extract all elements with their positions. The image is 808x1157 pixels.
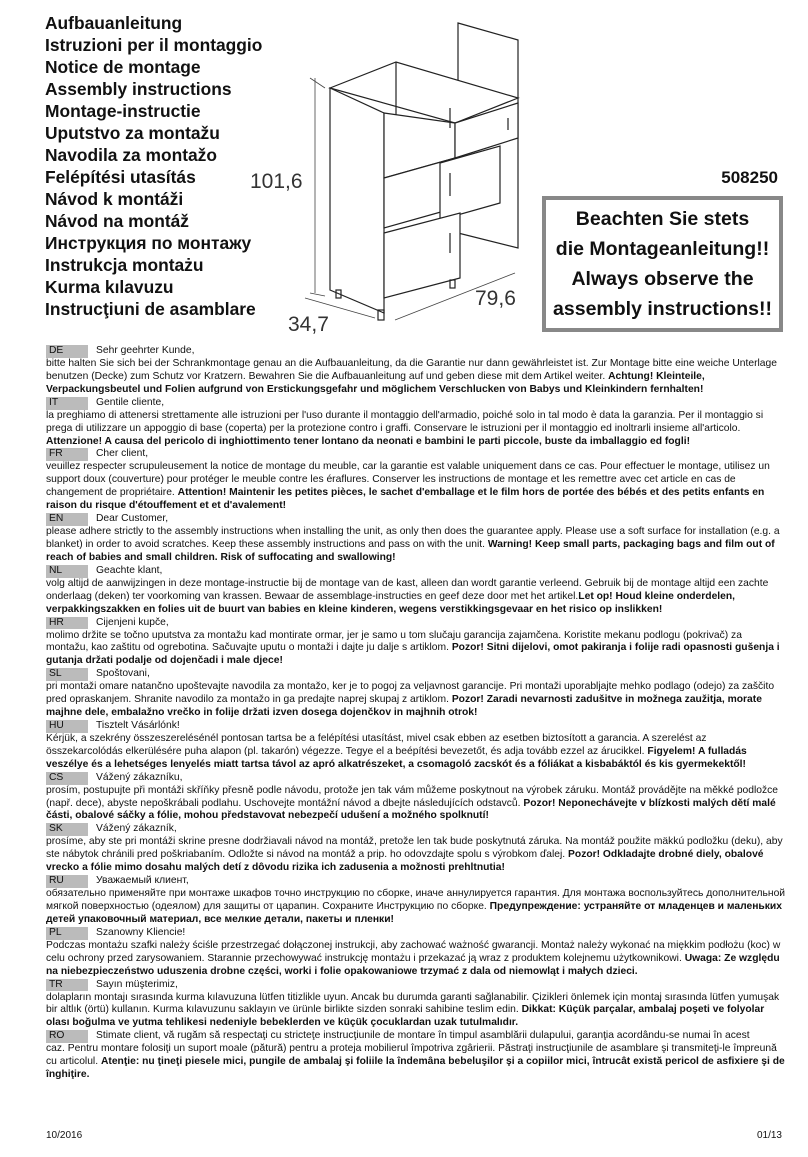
language-code: HU	[46, 720, 88, 733]
warning-text: Dikkat: Küçük parçalar, ambalaj poşeti ve folyolar olası boğulma ve yutma tehlikesi nedeniyle bebeklerden ve küçük çocuklardan uzak tutulmalıdır.	[46, 1004, 765, 1029]
instruction-text: обязательно применяйте при монтаже шкафов точно инструкцию по сборке, иначе аннулируется гарантия. Для монтажа воспользуйтесь дополнительной мягкой поверхностью (одеялом) для защиты от царапин. Сохраните Инструкцию по сборке.	[46, 888, 786, 912]
title-tr: Kurma kılavuzu	[45, 277, 174, 297]
section-ro	[46, 1030, 786, 1082]
language-code: TR	[46, 979, 88, 992]
title-sl: Navodila za montažo	[45, 145, 218, 165]
section-nl	[46, 565, 786, 617]
greeting: Spoštovani,	[96, 668, 150, 680]
warning-text: Attenzione! A causa del pericolo di inghiottimento tener lontano da neonati e bambini le parti piccole, buste da imballaggio ed fogli!	[46, 435, 690, 447]
instruction-text: caz. Pentru montare folosiţi un suport moale (pătură) pentru a proteja mobilierul împotriva zgârierii. Păstraţi instrucţiunile de asamblare şi transmiteţi-le împreună cu articolul.	[46, 1043, 777, 1068]
instruction-text: Kérjük, a szekrény összeszerelésénél pontosan tartsa be a felépítési utasítást, mivel csak ebben az esetben biztosított a garancia. A szerelést az összekarcolódás elkerülésére puha alapon (pl. takarón) végezze. Tegye el a beépítési bevezetőt, és adja tovább ezzel az árucikkel.	[46, 732, 707, 757]
warning-text: Atenţie: nu ţineţi piesele mici, pungile de ambalaj şi foliile la îndemâna bebeluşilor şi a copiilor mici, întrucât există pericol de asfixiere şi de înghiţire.	[46, 1056, 785, 1081]
section-en	[46, 513, 786, 565]
language-code: FR	[46, 448, 88, 461]
instruction-text: please adhere strictly to the assembly instructions when installing the unit, as only then does the guarantee apply. Please use a soft surface for installation (e.g. a blanket) in order to avoid scratches. Keep these assembly instructions and pass on with the unit.	[46, 526, 780, 550]
section-pl	[46, 927, 786, 979]
warning-text: Pozor! Odkladajte drobné diely, obalové vrecko a fólie mimo dosahu malých detí z dôvodu rizika ich zadusenia a možnosti prehltnutia!	[46, 849, 764, 874]
warning-text: Figyelem! A fulladás veszélye és a lehetséges lenyelés miatt tartsa távol az apró alkatrészeket, a csomagoló zacskót és a fóliákat a kisbabáktól és kis gyermekektől!	[46, 745, 747, 770]
instruction-text: veuillez respecter scrupuleusement la notice de montage du meuble, car la garantie est valable uniquement dans ce cas. Pour effectuer le montage, utilisez un support doux (couverture) pour protéger le meuble contre les éraflures. Conserver les instructions de montage et les remettre avec cet article en cas de changement de propriétaire.	[46, 461, 770, 499]
language-code: SL	[46, 668, 88, 681]
language-code: NL	[46, 565, 88, 578]
language-code: IT	[46, 397, 88, 410]
greeting: Cher client,	[96, 448, 149, 460]
section-de	[46, 345, 786, 397]
warning-text: Warning! Keep small parts, packaging bags and film out of reach of babies and small children. Risk of suffocating and swallowing!	[46, 538, 775, 563]
language-code: SK	[46, 823, 88, 836]
furniture-drawing	[300, 18, 540, 328]
warning-text: Achtung! Kleinteile, Verpackungsbeutel und Folien aufgrund von Erstickungsgefahr und möglichem Verschlucken von Babys und Kleinkindern fernhalten!	[46, 370, 705, 395]
instruction-text: molimo držite se točno uputstva za montažu kad montirate ormar, jer je samo u tom slučaju garancija zajamčena. Koristite mekanu podlogu (pokrivač) za montažu, kao zaštitu od ogrebotina. Sačuvajte uputu o montaži i dajte ju dalje s artiklom.	[46, 629, 742, 654]
section-hu	[46, 720, 786, 772]
dimension-width: 79,6	[475, 287, 516, 310]
article-number: 508250	[721, 168, 778, 187]
language-code: DE	[46, 345, 88, 358]
safety-instructions	[46, 345, 786, 1082]
title-hr: Uputstvo za montažu	[45, 123, 220, 143]
greeting: Gentile cliente,	[96, 396, 165, 408]
warning-text: Pozor! Zaradi nevarnosti zadušitve in možnega zaužitja, morate majhne dele, embalažno vrečko in folije držati izven dosega dojenčkov in majhnih otrok!	[46, 694, 762, 719]
section-hr	[46, 617, 786, 669]
language-code: CS	[46, 772, 88, 785]
language-code: RU	[46, 875, 88, 888]
section-cs	[46, 772, 786, 824]
title-ro: Instrucţiuni de asamblare	[45, 299, 256, 319]
title-ru: Инструкция по монтажу	[45, 233, 252, 253]
warning-text: Pozor! Sitni dijelovi, omot pakiranja i folije radi opasnosti gušenja i gutanja držati podalje od dojenčadi i male djece!	[46, 642, 780, 667]
warning-text: Let op! Houd kleine onderdelen, verpakkingszakken en folies uit de buurt van babies en kleine kinderen, wegens verstikkingsgevaar en het risico op inslikken!	[46, 590, 736, 615]
notice-line: Always observe the	[571, 268, 754, 290]
instruction-text: pri montaži omare natančno upoštevajte navodila za montažo, ker je to pogoj za veljavnost garancije. Pri montaži uporabljajte mehko podlago (odejo) za zaščito pred opraskanjem. Shranite navodilo za montažo in ga predajte naprej skupaj z artiklom.	[46, 681, 775, 706]
instruction-text: volg altijd de aanwijzingen in deze montage-instructie bij de montage van de kast, alleen dan wordt garantie verleend. Gebruik bij de montage altijd een zachte onderlaag (deken) ter voorkoming van krassen. Bewaar de assemblage-instructies en geef deze door met het artikel.	[46, 577, 769, 602]
greeting: Vážený zákazník,	[96, 823, 177, 835]
warning-text: Attention! Maintenir les petites pièces, le sachet d'emballage et le film hors de portée des bébés et des petits enfants en raison du risque d'étouffement et et d'avalement!	[46, 487, 765, 512]
instruction-text: dolapların montajı sırasında kurma kılavuzuna lütfen titizlikle uyun. Ancak bu durumda garanti sağlanabilir. Çizikleri önlemek için montaj sırasında lütfen yumuşak bir altlık (örtü) kullanın. Kurma kılavuzunu saklayın ve ürünle birlikte sizden sonraki sahibine teslim edin.	[46, 991, 780, 1016]
greeting: Stimate client, vă rugăm să respectaţi cu stricteţe instrucţiunile de montare în timpul asamblării dulapului, garanţia acordându-se numai în acest	[96, 1030, 750, 1042]
title-sk: Návod na montáž	[45, 211, 189, 231]
notice-line: die Montageanleitung!!	[555, 238, 770, 260]
language-code: HR	[46, 617, 88, 630]
footer-page-number: 01/13	[756, 1130, 782, 1141]
dimension-height: 101,6	[250, 170, 303, 193]
title-it: Istruzioni per il montaggio	[45, 35, 263, 55]
notice-box	[542, 196, 783, 332]
section-it	[46, 397, 786, 449]
instruction-text: prosíme, aby ste pri montáži skrine presne dodržiavali návod na montáž, pretože len tak bude poskytnutá záruka. Na montáž použite mäkkú podložku (deku), aby ste nábytok chránili pred poškriabaním. Odložte si návod na montáž a prip. ho odovzdajte spolu s výrobkom ďalej.	[46, 836, 783, 861]
greeting: Vážený zákazníku,	[96, 771, 183, 783]
language-code: RO	[46, 1030, 88, 1043]
title-de: Aufbauanleitung	[45, 13, 183, 33]
section-fr	[46, 448, 786, 513]
instruction-text: bitte halten Sie sich bei der Schrankmontage genau an die Aufbauanleitung, da die Garantie nur dann gewährleistet ist. Zur Montage bitte eine weiche Unterlage benutzen (Decke) zum Schutz vor Kratzern. Bewahren Sie die Aufbauanleitung auf und geben diese mit dem Artikel weiter.	[46, 358, 777, 382]
greeting: Szanowny Kliencie!	[96, 926, 186, 938]
instruction-text: Podczas montażu szafki należy ściśle przestrzegać dołączonej instrukcji, aby zachować ważność gwarancji. Montaż należy wykonać na miękkim podłożu (koc) w celu ochrony przed zarysowaniem. Starannie przechowywać instrukcję montażu i przekazać ją wraz z produktem kolejnemu użytkownikowi.	[46, 939, 781, 964]
title-pl: Instrukcja montażu	[45, 255, 204, 275]
title-fr: Notice de montage	[45, 57, 201, 77]
warning-text: Предупреждение: устраняйте от младенцев и маленьких детей упаковочный материал, все мелкие детали, пакеты и пленки!	[46, 901, 782, 925]
title-hu: Felépítési utasítás	[45, 167, 196, 187]
instruction-text: la preghiamo di attenersi strettamente alle istruzioni per l'uso durante il montaggio dell'armadio, poiché solo in tal modo è data la garanzia. Per il montaggio si prega di utilizzare un appoggio di base (coperta) per la protezione contro i graffi. Conservare le istruzioni per il montaggio ed inoltrarli insieme all'articolo.	[46, 409, 764, 434]
greeting: Dear Customer,	[96, 513, 169, 525]
notice-line: Beachten Sie stets	[575, 208, 750, 230]
warning-text: Uwaga: Ze względu na niebezpieczeństwo uduszenia drobne części, worki i folie opakowaniowe trzymać z dala od niemowląt i małych dzieci.	[46, 952, 780, 977]
warning-text: Pozor! Neponechávejte v blízkosti malých dětí malé části, obalové sáčky a fólie, mohou představovat nebezpečí udušení a možného spolknutí!	[46, 797, 776, 822]
notice-line: assembly instructions!!	[553, 298, 772, 320]
title-nl: Montage-instructie	[45, 101, 201, 121]
greeting: Cijenjeni kupče,	[96, 616, 169, 628]
instruction-text: prosím, postupujte při montáži skříňky přesně podle návodu, protože jen tak vám můžeme poskytnout na výrobek záruku. Montáž provádějte na měkké podložce (např. dece), abyste nepoškrábali podlahu. Uschovejte montážní návod a dbejte následujících odstavců.	[46, 784, 779, 809]
language-code: EN	[46, 513, 88, 526]
greeting: Tisztelt Vásárlónk!	[96, 719, 180, 731]
greeting: Sayın müşterimiz,	[96, 978, 178, 990]
greeting: Уважаемый клиент,	[96, 875, 189, 887]
section-sk	[46, 823, 786, 875]
footer-date: 10/2016	[46, 1130, 83, 1141]
greeting: Sehr geehrter Kunde,	[96, 345, 195, 357]
section-sl	[46, 668, 786, 720]
section-ru	[46, 875, 786, 927]
title-cs: Návod k montáži	[45, 189, 184, 209]
dimension-depth: 34,7	[288, 313, 329, 336]
greeting: Geachte klant,	[96, 564, 163, 576]
section-tr	[46, 979, 786, 1031]
language-code: PL	[46, 927, 88, 940]
title-en: Assembly instructions	[45, 79, 232, 99]
